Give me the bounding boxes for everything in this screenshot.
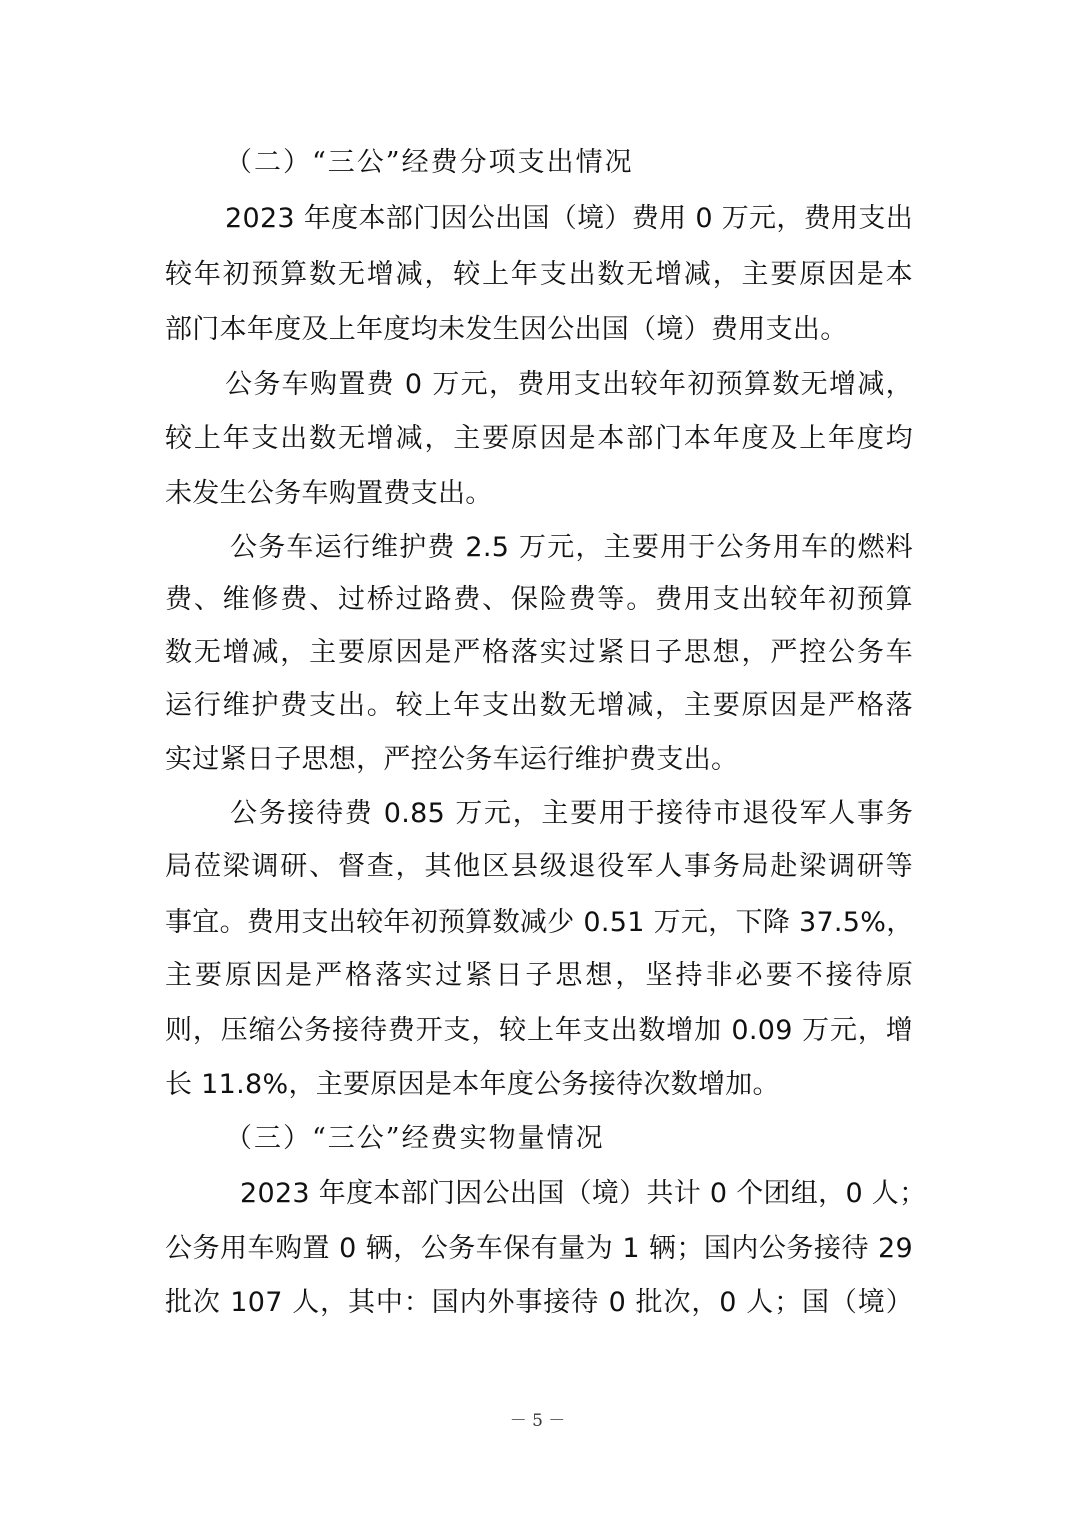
paragraph-line: 费、维修费、过桥过路费、保险费等。费用支出较年初预算 xyxy=(165,584,913,615)
paragraph-line: 批次 107 人，其中：国内外事接待 0 批次，0 人；国（境） xyxy=(165,1287,913,1318)
paragraph-line: 较年初预算数无增减，较上年支出数无增减，主要原因是本 xyxy=(165,259,913,290)
paragraph-line: 2023 年度本部门因公出国（境）共计 0 个团组，0 人； xyxy=(240,1178,927,1209)
paragraph-line: 局莅梁调研、督查，其他区县级退役军人事务局赴梁调研等 xyxy=(165,851,913,882)
paragraph-line: 实过紧日子思想，严控公务车运行维护费支出。 xyxy=(165,744,739,775)
paragraph-line: 运行维护费支出。较上年支出数无增减，主要原因是严格落 xyxy=(165,690,913,721)
paragraph-line: 未发生公务车购置费支出。 xyxy=(165,478,493,509)
paragraph-line: 事宜。费用支出较年初预算数减少 0.51 万元，下降 37.5%， xyxy=(165,907,914,938)
paragraph-line: 2023 年度本部门因公出国（境）费用 0 万元，费用支出 xyxy=(225,203,913,234)
page-number: － 5 － xyxy=(509,1411,566,1431)
paragraph-line: 公务车运行维护费 2.5 万元，主要用于公务用车的燃料 xyxy=(230,532,913,563)
paragraph-line: 主要原因是严格落实过紧日子思想，坚持非必要不接待原 xyxy=(165,960,913,991)
paragraph-line: 较上年支出数无增减，主要原因是本部门本年度及上年度均 xyxy=(165,423,913,454)
paragraph-line: 则，压缩公务接待费开支，较上年支出数增加 0.09 万元，增 xyxy=(165,1015,913,1046)
paragraph-line: 数无增减，主要原因是严格落实过紧日子思想，严控公务车 xyxy=(165,637,913,668)
section-heading-3: （三）“三公”经费实物量情况 xyxy=(225,1123,605,1154)
paragraph-line: 公务车购置费 0 万元，费用支出较年初预算数无增减， xyxy=(225,369,913,400)
section-heading-2: （二）“三公”经费分项支出情况 xyxy=(225,147,634,178)
paragraph-line: 公务用车购置 0 辆，公务车保有量为 1 辆；国内公务接待 29 xyxy=(165,1233,913,1264)
paragraph-line: 公务接待费 0.85 万元，主要用于接待市退役军人事务 xyxy=(230,798,913,829)
paragraph-line: 长 11.8%，主要原因是本年度公务接待次数增加。 xyxy=(165,1069,780,1100)
paragraph-line: 部门本年度及上年度均未发生因公出国（境）费用支出。 xyxy=(165,314,848,345)
